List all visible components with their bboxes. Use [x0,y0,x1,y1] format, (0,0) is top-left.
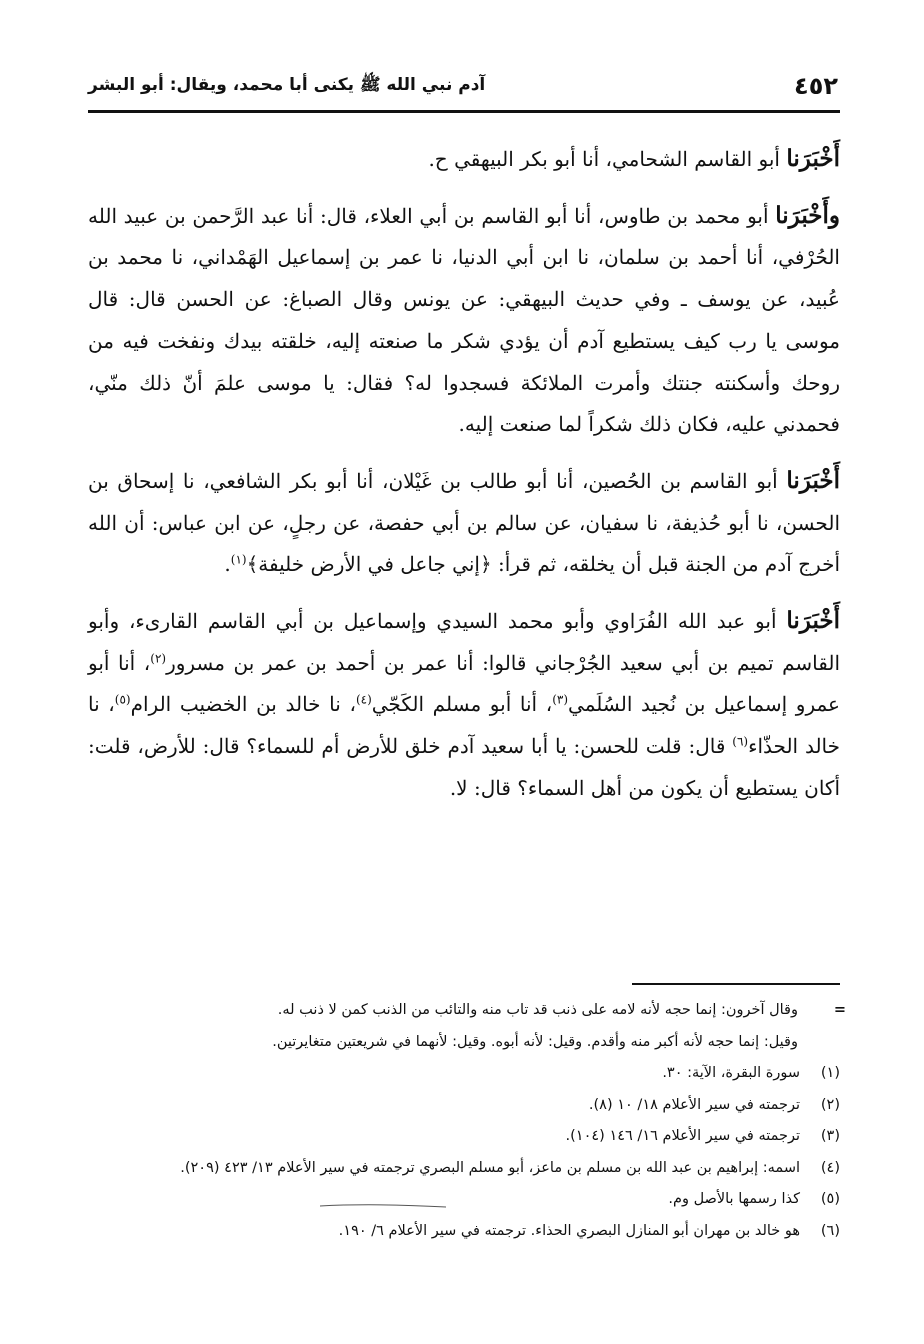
footnote-text: سورة البقرة، الآية: ٣٠. [662,1065,800,1081]
footnote-text: ترجمته في سير الأعلام ١٦/ ١٤٦ (١٠٤). [565,1128,800,1144]
footnote-item [88,1058,840,1090]
footnote-continuation-line: وقال آخرون: إنما حجه لأنه لامه على ذنب قد تاب منه والتائب من الذنب كمن لا ذنب له. [277,1002,798,1018]
footnote-item [88,1121,840,1153]
footnote-item [88,1153,840,1185]
paragraph-text: قال: قلت للحسن: يا أبا سعيد آدم خلق للأرض أم للسماء؟ قال: للأرض، قلت: أكان يستطيع أن يكون من أهل السماء؟ قال: لا. [88,734,840,800]
footnote-text: ترجمته في سير الأعلام ١٨/ ١٠ (٨). [588,1096,800,1113]
footnote-number: (٥) [820,1191,840,1207]
paragraph-text: أبو القاسم بن الحُصين، أنا أبو طالب بن غَيْلان، أنا أبو بكر الشافعي، نا إسحاق بن الحسن، نا أبو حُذيفة، نا سفيان، عن سالم بن أبي حفصة، عن رجلٍ، عن ابن عباس: أن الله أخرج آدم من الجنة قبل أن يخلقه، ثم قرأ: ﴿إني جاعل في الأرض خليفة﴾ [88,468,840,577]
footnote-continuation-line: وقيل: إنما حجه لأنه أكبر منه وأقدم. وقيل: لأنه أبوه. وقيل: لأنهما في شريعتين متغايرتين. [272,1033,798,1050]
paragraph-text: ، أنا أبو عمرو إسماعيل بن نُجيد السُلَمي [88,650,840,717]
footnote-separator [632,983,840,985]
paragraph-text: أبو عبد الله الفُرَاوي وأبو محمد السيدي وإسماعيل بن أبي القاسم القارىء، وأبو القاسم تميم بن أبي سعيد الجُرْجاني قالوا: أنا عمر بن أحمد بن عمر بن مسرور [88,609,841,675]
footnote-ref[interactable]: (٤) [355,692,372,707]
footnote-item [88,1216,840,1248]
footnote-text: هو خالد بن مهران أبو المنازل البصري الحذاء. ترجمته في سير الأعلام ٦/ ١٩٠. [338,1222,800,1239]
page-header [88,66,838,106]
footnote-text: كذا رسمها بالأصل وم. [668,1191,800,1207]
paragraph-lead: أَخْبَرَنا [786,466,840,494]
footnote-text: اسمه: إبراهيم بن عبد الله بن مسلم بن ماعز، أبو مسلم البصري ترجمته في سير الأعلام ١٣/ ٤٢٣ (٢٠٩). [180,1159,800,1176]
footnote-number: (٦) [820,1222,840,1239]
paragraph-text: . [224,552,231,577]
footnote-number: (٢) [820,1096,840,1113]
footnote-ref[interactable]: (٦) [732,734,749,749]
footnote-continuation [88,995,846,1058]
paragraph-lead: وأَخْبَرَنا [775,201,840,229]
page-number: ٤٥٢ [794,72,838,100]
continuation-mark: = [833,1002,846,1018]
paragraph [88,600,840,810]
footnote-number: (١) [820,1065,840,1081]
paragraph [88,138,840,181]
paragraph [88,460,840,586]
paragraph-lead: أَخْبَرَنا [786,145,840,172]
paragraph-text: ، نا خالد الحذّاء [88,692,840,759]
pencil-underline-mark [318,1202,448,1212]
footnotes [88,995,846,1247]
paragraph-text: أبو القاسم الشحامي، أنا أبو بكر البيهقي ح. [428,147,787,171]
paragraph-text: أبو محمد بن طاوس، أنا أبو القاسم بن أبي العلاء، قال: أنا عبد الرَّحمن بن عبيد الله الحُرْفي، أنا أحمد بن سلمان، نا ابن أبي الدنيا، نا عمر بن إسماعيل الهَمْداني، نا محمد بن عُبيد، عن يوسف ـ وفي حديث البيهقي: عن يونس وقال الصباغ: عن الحسن قال: قال موسى يا رب كيف يستطيع آدم أن يؤدي شكر ما صنعته إليه، خلقته بيدك ونفخت فيه من روحك وأسكنته جنتك وأمرت الملائكة فسجدوا له؟ فقال: يا موسى علمَ أنّ ذلك منّي، فحمدني عليه، فكان ذلك شكراً لما صنعت إليه. [88,203,840,437]
footnote-item [88,1090,840,1122]
header-rule [88,110,840,113]
footnote-ref[interactable]: (١) [230,552,247,567]
paragraph-text: ، نا خالد بن الخضيب الرام [130,692,356,717]
main-text [88,138,840,810]
footnote-ref[interactable]: (٣) [552,692,569,707]
paragraph-lead: أَخْبَرَنا [786,607,840,635]
footnote-item [88,1184,840,1216]
paragraph-text: ، أنا أبو مسلم الكَجّي [371,692,553,717]
running-title: آدم نبي الله ﷺ يكنى أبا محمد، ويقال: أبو البشر [88,75,486,95]
footnote-ref[interactable]: (٥) [114,692,131,707]
footnote-number: (٤) [820,1159,840,1176]
footnote-number: (٣) [820,1128,840,1144]
paragraph [88,195,840,446]
footnote-ref[interactable]: (٢) [150,651,167,666]
